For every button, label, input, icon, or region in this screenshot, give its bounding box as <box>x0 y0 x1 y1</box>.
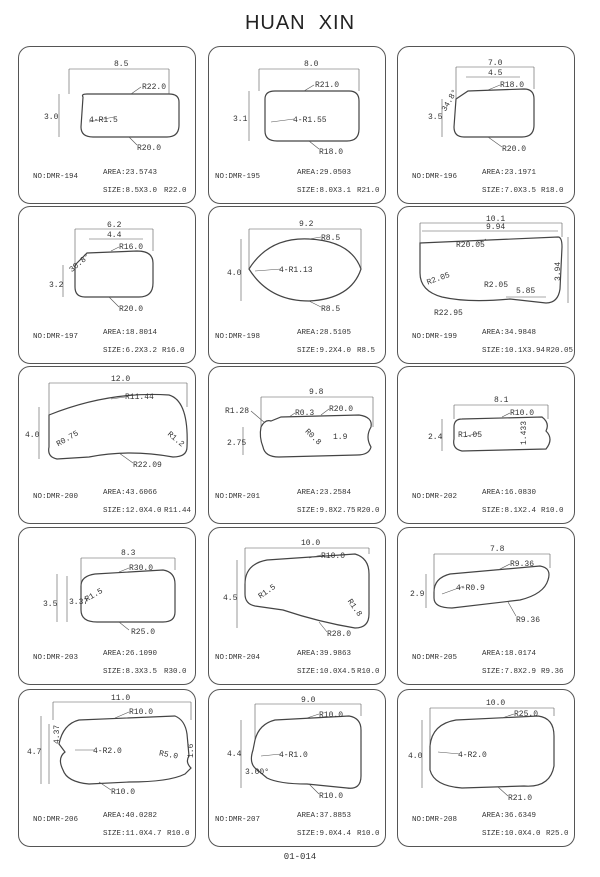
dim-label: 34.8° <box>440 88 461 114</box>
dim-label: 4.5 <box>223 594 238 603</box>
shape-drawing <box>398 47 576 205</box>
dim-label: 12.0 <box>111 375 131 384</box>
page-number: 01-014 <box>283 852 317 862</box>
dim-label: R1.8 <box>344 597 364 619</box>
dim-label: R0.8 <box>302 427 323 448</box>
part-number: NO:DMR-196 <box>412 173 458 181</box>
part-radius: R20.0 <box>357 507 380 515</box>
part-size: SIZE:8.1X2.4 <box>482 507 537 515</box>
dim-label: 2.75 <box>227 439 247 448</box>
dim-label: R20.0 <box>502 145 527 154</box>
dim-label: 3.94 <box>554 261 563 281</box>
dim-label: 4-R1.0 <box>279 751 308 760</box>
shape-drawing <box>398 690 576 848</box>
part-number: NO:DMR-208 <box>412 816 458 824</box>
card-dmr-197 <box>18 206 196 364</box>
dim-label: 4.7 <box>27 748 42 757</box>
dim-label: 11.0 <box>111 694 131 703</box>
dim-label: 4.0 <box>25 431 40 440</box>
part-radius: R16.0 <box>162 347 185 355</box>
dim-label: R22.95 <box>434 309 463 318</box>
card-dmr-196 <box>397 46 575 204</box>
card-dmr-202 <box>397 366 575 524</box>
dim-label: R0.3 <box>295 409 315 418</box>
dim-label: 3.00° <box>245 768 270 777</box>
dim-label: R21.0 <box>508 794 533 803</box>
dim-label: R10.0 <box>111 788 136 797</box>
shape-drawing <box>209 690 387 848</box>
dim-label: 4-R0.9 <box>456 584 485 593</box>
dim-label: 9.2 <box>299 220 314 229</box>
dim-label: 10.1 <box>486 215 506 224</box>
dim-label: R9.36 <box>516 616 541 625</box>
dim-label: 8.0 <box>304 60 319 69</box>
part-radius: R11.44 <box>164 507 192 515</box>
dim-label: 4.4 <box>227 750 242 759</box>
dim-label: R20.0 <box>119 305 144 314</box>
part-size: SIZE:12.0X4.0 <box>103 507 162 515</box>
part-number: NO:DMR-203 <box>33 654 79 662</box>
part-size: SIZE:10.0X4.0 <box>482 830 541 838</box>
part-radius: R9.36 <box>541 668 564 676</box>
dim-label: 3.0 <box>44 113 59 122</box>
card-dmr-208 <box>397 689 575 847</box>
part-size: SIZE:11.0X4.7 <box>103 830 162 838</box>
dim-label: R1.2 <box>165 430 186 450</box>
dim-label: 1.433 <box>520 420 529 445</box>
part-size: SIZE:10.0X4.5 <box>297 668 356 676</box>
part-size: SIZE:10.1X3.94 <box>482 347 546 355</box>
dim-label: 6.2 <box>107 221 122 230</box>
dim-label: R2.05 <box>425 270 452 288</box>
dim-label: 1.6 <box>187 743 196 758</box>
part-area: AREA:34.9848 <box>482 329 537 337</box>
dim-label: R25.0 <box>514 710 539 719</box>
part-area: AREA:23.1971 <box>482 169 537 177</box>
dim-label: 4-R2.0 <box>93 747 122 756</box>
dim-label: R1.28 <box>225 407 250 416</box>
part-area: AREA:39.9863 <box>297 650 352 658</box>
shape-drawing <box>209 47 387 205</box>
dim-label: R21.0 <box>315 81 340 90</box>
part-number: NO:DMR-204 <box>215 654 261 662</box>
shape-drawing <box>19 47 197 205</box>
dim-label: 3.2 <box>49 281 64 290</box>
part-size: SIZE:7.8X2.9 <box>482 668 537 676</box>
part-size: SIZE:7.0X3.5 <box>482 187 537 195</box>
dim-label: R30.0 <box>129 564 154 573</box>
dim-label: 8.3 <box>121 549 136 558</box>
part-size: SIZE:9.8X2.75 <box>297 507 356 515</box>
dim-label: 4-R2.0 <box>458 751 487 760</box>
dim-label: 5.85 <box>516 287 536 296</box>
dim-label: R16.0 <box>119 243 144 252</box>
part-area: AREA:18.8014 <box>103 329 158 337</box>
dim-label: R28.0 <box>327 630 352 639</box>
dim-label: R18.0 <box>500 81 525 90</box>
dim-label: 9.8 <box>309 388 324 397</box>
dim-label: 4.0 <box>408 752 423 761</box>
dim-label: 8.5 <box>114 60 129 69</box>
part-radius: R10.0 <box>167 830 190 838</box>
card-dmr-204 <box>208 527 386 685</box>
dim-label: R11.44 <box>125 393 154 402</box>
part-size: SIZE:9.0X4.4 <box>297 830 352 838</box>
part-number: NO:DMR-201 <box>215 493 261 501</box>
dim-label: R25.0 <box>131 628 156 637</box>
part-size: SIZE:8.0X3.1 <box>297 187 352 195</box>
dim-label: 10.0 <box>486 699 506 708</box>
card-dmr-201 <box>208 366 386 524</box>
part-radius: R10.0 <box>357 668 380 676</box>
part-number: NO:DMR-195 <box>215 173 261 181</box>
dim-label: R5.0 <box>158 749 179 762</box>
shape-drawing <box>398 367 576 525</box>
part-area: AREA:23.2584 <box>297 489 352 497</box>
dim-label: R8.5 <box>321 234 341 243</box>
dim-label: R20.0 <box>329 405 354 414</box>
dim-label: 9.94 <box>486 223 506 232</box>
dim-label: R9.36 <box>510 560 535 569</box>
part-area: AREA:16.0830 <box>482 489 537 497</box>
shape-drawing <box>209 528 387 686</box>
card-dmr-199 <box>397 206 575 364</box>
part-radius: R21.0 <box>357 187 380 195</box>
part-size: SIZE:8.3X3.5 <box>103 668 158 676</box>
card-dmr-195 <box>208 46 386 204</box>
card-dmr-194 <box>18 46 196 204</box>
part-radius: R22.0 <box>164 187 187 195</box>
dim-label: 3.1 <box>233 115 248 124</box>
page-title: HUAN XIN <box>244 12 356 34</box>
part-number: NO:DMR-202 <box>412 493 458 501</box>
part-number: NO:DMR-200 <box>33 493 79 501</box>
dim-label: 2.9 <box>410 590 425 599</box>
dim-label: R10.0 <box>321 552 346 561</box>
part-area: AREA:29.0503 <box>297 169 352 177</box>
shape-drawing <box>19 690 197 848</box>
part-radius: R10.0 <box>541 507 564 515</box>
dim-label: 4.4 <box>107 231 122 240</box>
dim-label: R8.5 <box>321 305 341 314</box>
part-number: NO:DMR-205 <box>412 654 458 662</box>
part-size: SIZE:9.2X4.0 <box>297 347 352 355</box>
dim-label: R18.0 <box>319 148 344 157</box>
shape-drawing <box>19 528 197 686</box>
shape-drawing <box>398 528 576 686</box>
dim-label: 4-R1.55 <box>293 116 327 125</box>
part-radius: R30.0 <box>164 668 187 676</box>
dim-label: R1.5 <box>256 582 278 602</box>
part-area: AREA:36.6349 <box>482 812 537 820</box>
part-radius: R10.0 <box>357 830 380 838</box>
dim-label: R10.0 <box>319 711 344 720</box>
dim-label: 3.5 <box>43 600 58 609</box>
part-size: SIZE:8.5X3.0 <box>103 187 158 195</box>
dim-label: R22.0 <box>142 83 167 92</box>
part-area: AREA:18.0174 <box>482 650 537 658</box>
part-number: NO:DMR-199 <box>412 333 458 341</box>
dim-label: 3.37 <box>69 598 89 607</box>
dim-label: R10.0 <box>510 409 535 418</box>
dim-label: 4.5 <box>488 69 503 78</box>
shape-drawing <box>19 367 197 525</box>
part-size: SIZE:6.2X3.2 <box>103 347 158 355</box>
dim-label: 4-R1.5 <box>89 116 118 125</box>
part-area: AREA:40.0282 <box>103 812 158 820</box>
dim-label: R1.5 <box>83 586 105 605</box>
dim-label: R20.05 <box>456 241 485 250</box>
part-number: NO:DMR-198 <box>215 333 261 341</box>
shape-drawing <box>398 207 576 365</box>
dim-label: 9.0 <box>301 696 316 705</box>
dim-label: 2.4 <box>428 433 443 442</box>
dim-label: R22.09 <box>133 461 162 470</box>
part-area: AREA:28.5105 <box>297 329 352 337</box>
shape-drawing <box>209 207 387 365</box>
part-area: AREA:37.8853 <box>297 812 352 820</box>
part-radius: R25.0 <box>546 830 569 838</box>
card-dmr-198 <box>208 206 386 364</box>
part-number: NO:DMR-207 <box>215 816 261 824</box>
part-radius: R20.05 <box>546 347 574 355</box>
dim-label: R10.0 <box>129 708 154 717</box>
part-area: AREA:43.6066 <box>103 489 158 497</box>
dim-label: R0.75 <box>55 429 81 450</box>
shape-drawing <box>209 367 387 525</box>
card-dmr-207 <box>208 689 386 847</box>
card-dmr-206 <box>18 689 196 847</box>
dim-label: 30.8° <box>67 252 93 275</box>
card-dmr-205 <box>397 527 575 685</box>
dim-label: 7.8 <box>490 545 505 554</box>
part-radius: R8.5 <box>357 347 376 355</box>
dim-label: R10.0 <box>319 792 344 801</box>
dim-label: R2.05 <box>484 281 509 290</box>
dim-label: 4.37 <box>53 724 62 744</box>
part-number: NO:DMR-206 <box>33 816 79 824</box>
part-radius: R18.0 <box>541 187 564 195</box>
part-number: NO:DMR-197 <box>33 333 79 341</box>
shape-drawing <box>19 207 197 365</box>
dim-label: 1.9 <box>333 433 348 442</box>
dim-label: 4.0 <box>227 269 242 278</box>
part-area: AREA:26.1090 <box>103 650 158 658</box>
part-area: AREA:23.5743 <box>103 169 158 177</box>
dim-label: 7.0 <box>488 59 503 68</box>
card-dmr-200 <box>18 366 196 524</box>
card-dmr-203 <box>18 527 196 685</box>
part-number: NO:DMR-194 <box>33 173 79 181</box>
dim-label: R1.05 <box>458 431 483 440</box>
dim-label: 3.5 <box>428 113 443 122</box>
dim-label: R20.0 <box>137 144 162 153</box>
dim-label: 4-R1.13 <box>279 266 313 275</box>
dim-label: 8.1 <box>494 396 509 405</box>
dim-label: 10.0 <box>301 539 321 548</box>
